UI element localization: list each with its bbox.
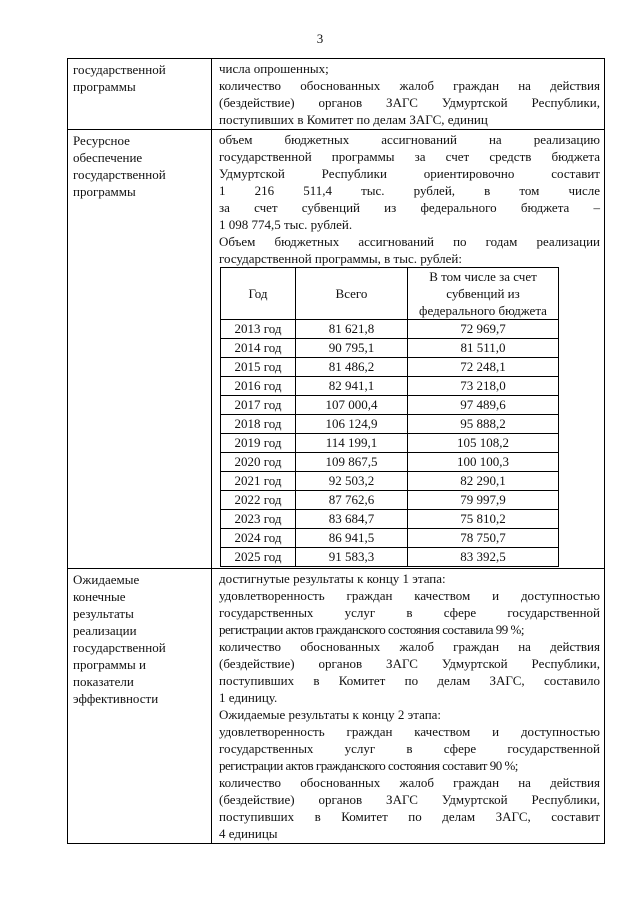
subvention-cell: 72 969,7 <box>408 320 559 339</box>
table-row <box>221 472 559 491</box>
text-line: удовлетворенность граждан качеством и доступностью <box>219 588 600 603</box>
table-row <box>221 415 559 434</box>
row-content-indicators <box>212 59 605 130</box>
table-row <box>221 491 559 510</box>
subvention-cell: 72 248,1 <box>408 358 559 377</box>
text-line: (бездействие) органов ЗАГС Удмуртской Республики, <box>219 95 600 110</box>
total-cell: 86 941,5 <box>296 529 408 548</box>
page-number: 3 <box>316 31 324 46</box>
text-line: (бездействие) органов ЗАГС Удмуртской Республики, <box>219 792 600 807</box>
text-line: числа опрошенных; <box>219 61 329 76</box>
subvention-cell: 81 511,0 <box>408 339 559 358</box>
text-line: государственных услуг в сфере государственной <box>219 741 600 756</box>
row-label-results: Ожидаемые конечные результаты реализации государственной программы и показатели эффективности <box>68 569 212 844</box>
table-row <box>221 339 559 358</box>
year-cell: 2025 год <box>221 548 296 567</box>
text-line: Ожидаемые результаты к концу 2 этапа: <box>219 707 442 722</box>
col-header-year: Год <box>221 268 296 320</box>
table-row <box>221 453 559 472</box>
table-row <box>221 377 559 396</box>
table-row <box>221 548 559 567</box>
text-line: Удмуртской Республики ориентировочно составит <box>219 166 600 181</box>
text-line: (бездействие) органов ЗАГС Удмуртской Республики, <box>219 656 600 671</box>
total-cell: 81 486,2 <box>296 358 408 377</box>
text-line: поступивших в Комитет по делам ЗАГС, составит <box>219 809 600 824</box>
table-row <box>221 434 559 453</box>
subvention-cell: 100 100,3 <box>408 453 559 472</box>
text-line: 1 216 511,4 тыс. рублей, в том числе <box>219 183 600 198</box>
year-cell: 2022 год <box>221 491 296 510</box>
total-cell: 91 583,3 <box>296 548 408 567</box>
total-cell: 82 941,1 <box>296 377 408 396</box>
year-cell: 2021 год <box>221 472 296 491</box>
subvention-cell: 83 392,5 <box>408 548 559 567</box>
year-cell: 2023 год <box>221 510 296 529</box>
total-cell: 92 503,2 <box>296 472 408 491</box>
total-cell: 90 795,1 <box>296 339 408 358</box>
year-cell: 2013 год <box>221 320 296 339</box>
table-row <box>68 130 605 569</box>
text-line: 1 098 774,5 тыс. рублей. <box>219 217 353 232</box>
table-row <box>221 320 559 339</box>
row-label-program: государственной программы <box>68 59 212 130</box>
year-cell: 2015 год <box>221 358 296 377</box>
text-line: удовлетворенность граждан качеством и доступностью <box>219 724 600 739</box>
year-cell: 2014 год <box>221 339 296 358</box>
table-row <box>68 59 605 130</box>
total-cell: 87 762,6 <box>296 491 408 510</box>
subvention-cell: 75 810,2 <box>408 510 559 529</box>
text-line: регистрации актов гражданского состояния составила 99 %; <box>219 622 524 637</box>
total-cell: 81 621,8 <box>296 320 408 339</box>
year-cell: 2016 год <box>221 377 296 396</box>
subvention-cell: 95 888,2 <box>408 415 559 434</box>
total-cell: 107 000,4 <box>296 396 408 415</box>
total-cell: 106 124,9 <box>296 415 408 434</box>
year-cell: 2024 год <box>221 529 296 548</box>
subvention-cell: 97 489,6 <box>408 396 559 415</box>
year-cell: 2019 год <box>221 434 296 453</box>
text-line: за счет субвенций из федерального бюджета – <box>219 200 600 215</box>
table-row <box>221 396 559 415</box>
table-row <box>221 510 559 529</box>
text-line: поступивших в Комитет по делам ЗАГС, единиц <box>219 112 488 127</box>
text-line: объем бюджетных ассигнований на реализацию <box>219 132 600 147</box>
total-cell: 83 684,7 <box>296 510 408 529</box>
total-cell: 109 867,5 <box>296 453 408 472</box>
subvention-cell: 82 290,1 <box>408 472 559 491</box>
text-line: количество обоснованных жалоб граждан на действия <box>219 78 600 93</box>
budget-table-body <box>221 320 559 567</box>
year-cell: 2020 год <box>221 453 296 472</box>
text-line: 1 единицу. <box>219 690 278 705</box>
table-header-row <box>221 268 559 320</box>
passport-table <box>67 58 605 844</box>
table-row <box>221 358 559 377</box>
text-line: государственной программы за счет средств бюджета <box>219 149 600 164</box>
text-line: Объем бюджетных ассигнований по годам реализации <box>219 234 600 249</box>
subvention-cell: 79 997,9 <box>408 491 559 510</box>
text-line: поступивших в Комитет по делам ЗАГС, составило <box>219 673 600 688</box>
subvention-cell: 73 218,0 <box>408 377 559 396</box>
total-cell: 114 199,1 <box>296 434 408 453</box>
text-line: количество обоснованных жалоб граждан на действия <box>219 775 600 790</box>
text-line: достигнутые результаты к концу 1 этапа: <box>219 571 446 586</box>
table-row <box>68 569 605 844</box>
text-line: государственной программы, в тыс. рублей: <box>219 251 462 266</box>
col-header-total: Всего <box>296 268 408 320</box>
text-line: 4 единицы <box>219 826 278 841</box>
budget-by-year-table <box>220 267 559 567</box>
table-row <box>221 529 559 548</box>
row-content-results <box>212 569 605 844</box>
row-content-resources <box>212 130 605 569</box>
year-cell: 2018 год <box>221 415 296 434</box>
year-cell: 2017 год <box>221 396 296 415</box>
col-header-subventions: В том числе за счет субвенций из федерального бюджета <box>408 268 559 320</box>
row-label-resources: Ресурсное обеспечение государственной программы <box>68 130 212 569</box>
subvention-cell: 105 108,2 <box>408 434 559 453</box>
text-line: количество обоснованных жалоб граждан на действия <box>219 639 600 654</box>
text-line: регистрации актов гражданского состояния составит 90 %; <box>219 758 518 773</box>
text-line: государственных услуг в сфере государственной <box>219 605 600 620</box>
subvention-cell: 78 750,7 <box>408 529 559 548</box>
